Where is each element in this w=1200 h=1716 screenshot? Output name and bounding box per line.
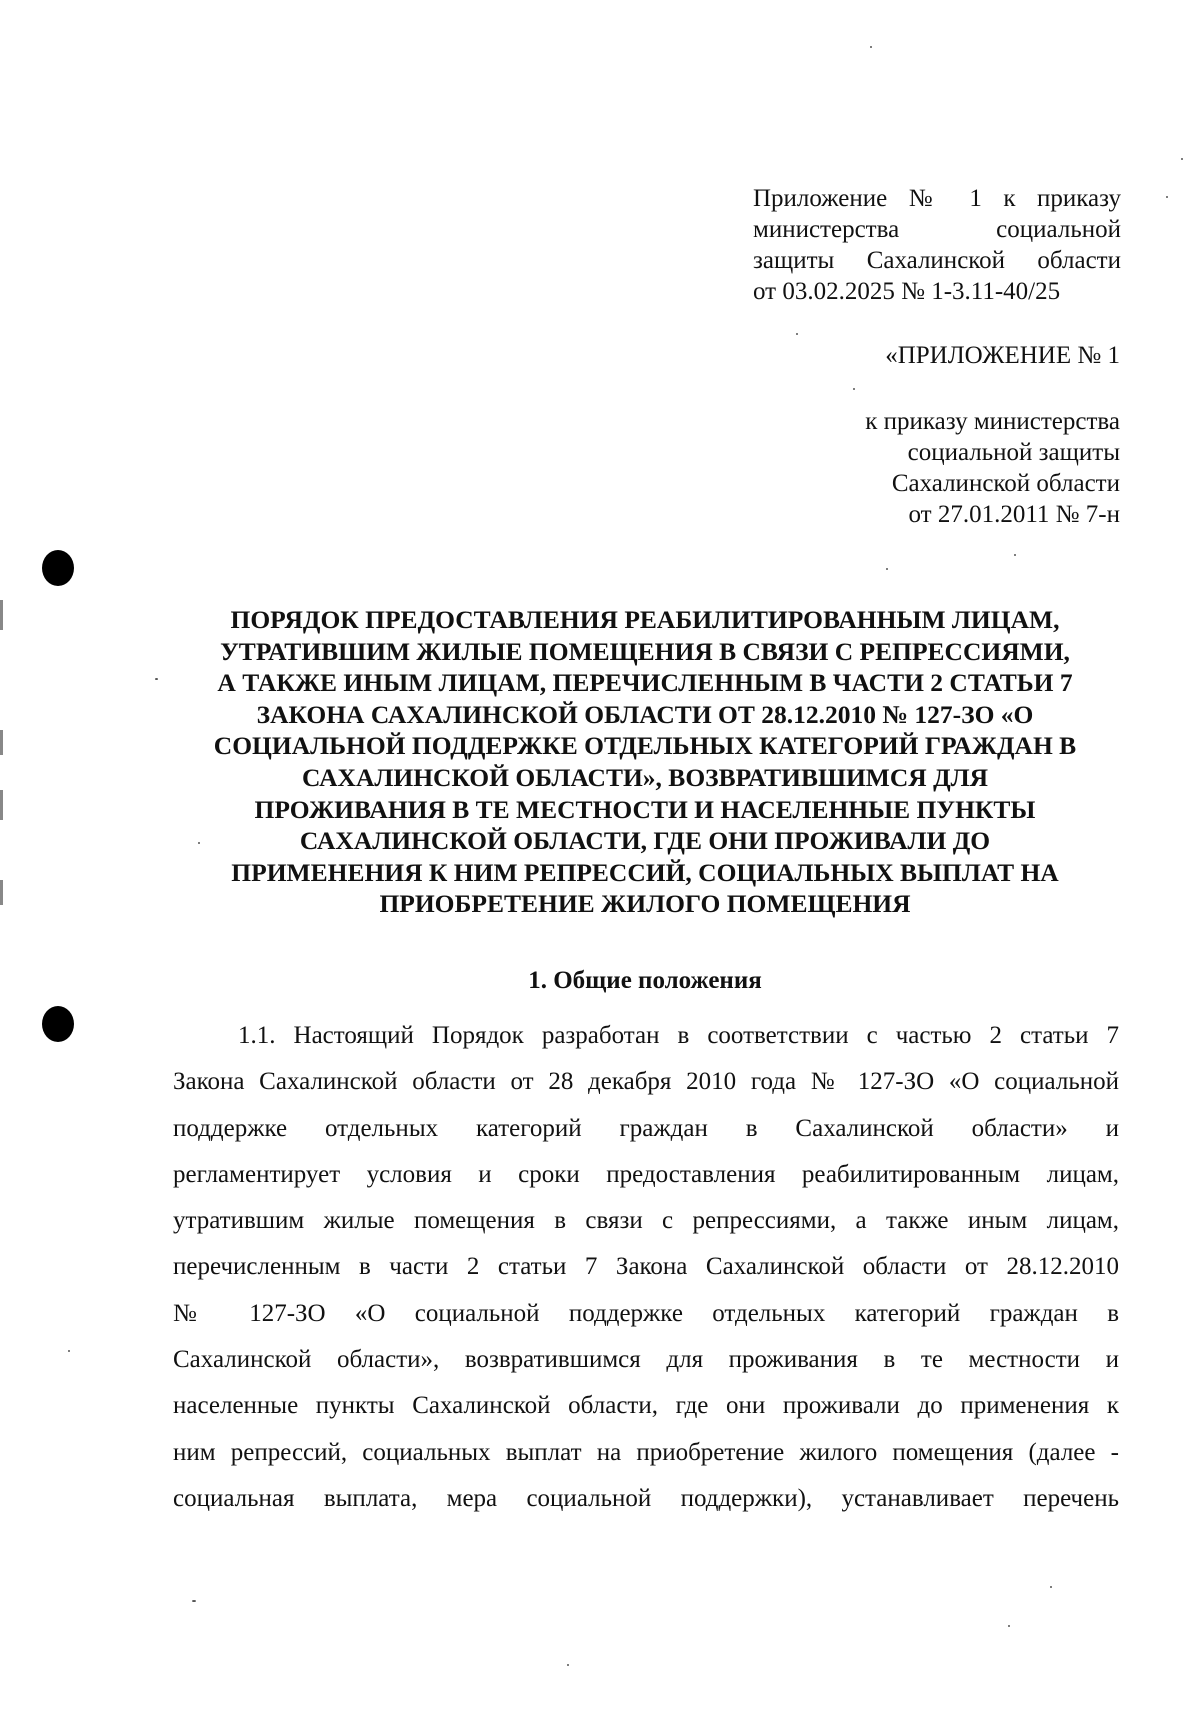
scan-speck	[1008, 1625, 1010, 1627]
title-line: СОЦИАЛЬНОЙ ПОДДЕРЖКЕ ОТДЕЛЬНЫХ КАТЕГОРИЙ ГРАЖДАН В	[213, 731, 1077, 761]
appendix-header-line: министерства социальной	[753, 216, 1121, 243]
order-reference-line: от 27.01.2011 № 7-н	[908, 501, 1120, 528]
scan-speck	[886, 568, 888, 570]
scan-speck	[1014, 554, 1016, 556]
paragraph-line: Сахалинской области», возвратившимся для проживания в те местности и	[173, 1346, 1119, 1374]
scan-speck	[192, 1600, 196, 1602]
prilozhenie-label: «ПРИЛОЖЕНИЕ № 1	[885, 342, 1120, 369]
scan-edge-mark	[0, 790, 3, 820]
order-reference-line: социальной защиты	[907, 439, 1120, 466]
punch-hole-mark	[42, 550, 74, 586]
paragraph-line: № 127-ЗО «О социальной поддержке отдельных категорий граждан в	[173, 1299, 1119, 1327]
paragraph-line: ним репрессий, социальных выплат на приобретение жилого помещения (далее -	[173, 1438, 1119, 1466]
appendix-header-line: от 03.02.2025 № 1-3.11-40/25	[753, 278, 1061, 305]
order-reference-line: Сахалинской области	[891, 470, 1120, 497]
title-line: ПОРЯДОК ПРЕДОСТАВЛЕНИЯ РЕАБИЛИТИРОВАННЫМ ЛИЦАМ,	[230, 605, 1060, 634]
scan-speck	[567, 1664, 569, 1666]
title-line: САХАЛИНСКОЙ ОБЛАСТИ», ВОЗВРАТИВШИМСЯ ДЛЯ	[301, 762, 989, 792]
scan-speck	[1166, 196, 1168, 198]
paragraph-1-1	[173, 1013, 1119, 1522]
scan-speck	[68, 1350, 70, 1352]
appendix-header-line: Приложение № 1 к приказу	[753, 185, 1121, 212]
punch-hole-mark	[42, 1006, 74, 1042]
title-line: САХАЛИНСКОЙ ОБЛАСТИ, ГДЕ ОНИ ПРОЖИВАЛИ ДО	[299, 826, 991, 856]
title-line: ЗАКОНА САХАЛИНСКОЙ ОБЛАСТИ ОТ 28.12.2010 № 127-ЗО «О	[256, 699, 1034, 729]
document-title	[170, 604, 1120, 920]
paragraph-line: 1.1. Настоящий Порядок разработан в соответствии с частью 2 статьи 7	[238, 1022, 1119, 1049]
scan-edge-mark	[0, 730, 3, 755]
title-line: ПРИМЕНЕНИЯ К НИМ РЕПРЕССИЙ, СОЦИАЛЬНЫХ ВЫПЛАТ НА	[231, 857, 1059, 887]
scan-speck	[1050, 1586, 1052, 1588]
scan-speck	[870, 46, 872, 48]
scan-speck	[1181, 158, 1183, 160]
scan-edge-mark	[0, 880, 3, 905]
section-heading: 1. Общие положения	[528, 967, 762, 994]
title-line: ПРОЖИВАНИЯ В ТЕ МЕСТНОСТИ И НАСЕЛЕННЫЕ ПУНКТЫ	[254, 794, 1036, 824]
scan-edge-mark	[0, 600, 3, 630]
scan-speck	[155, 678, 158, 680]
appendix-header-line: защиты Сахалинской области	[753, 247, 1121, 274]
title-line: А ТАКЖЕ ИНЫМ ЛИЦАМ, ПЕРЕЧИСЛЕННЫМ В ЧАСТИ 2 СТАТЬИ 7	[217, 668, 1073, 698]
title-line: УТРАТИВШИМ ЖИЛЫЕ ПОМЕЩЕНИЯ В СВЯЗИ С РЕПРЕССИЯМИ,	[220, 636, 1070, 666]
paragraph-line: Закона Сахалинской области от 28 декабря 2010 года № 127-ЗО «О социальной	[173, 1068, 1119, 1096]
paragraph-line: утратившим жилые помещения в связи с репрессиями, а также иным лицам,	[173, 1207, 1119, 1235]
order-reference-line: к приказу министерства	[865, 408, 1120, 435]
scan-speck	[796, 333, 798, 335]
paragraph-line: регламентирует условия и сроки предоставления реабилитированным лицам,	[173, 1160, 1119, 1188]
paragraph-line: социальная выплата, мера социальной поддержки), устанавливает перечень	[173, 1484, 1119, 1512]
scan-speck	[853, 388, 855, 390]
appendix-header	[753, 183, 1121, 307]
order-reference	[865, 406, 1120, 530]
paragraph-line: населенные пункты Сахалинской области, где они проживали до применения к	[173, 1392, 1119, 1420]
title-line: ПРИОБРЕТЕНИЕ ЖИЛОГО ПОМЕЩЕНИЯ	[379, 889, 911, 919]
paragraph-line: перечисленным в части 2 статьи 7 Закона Сахалинской области от 28.12.2010	[173, 1253, 1119, 1281]
paragraph-line: поддержке отдельных категорий граждан в Сахалинской области» и	[173, 1114, 1119, 1142]
